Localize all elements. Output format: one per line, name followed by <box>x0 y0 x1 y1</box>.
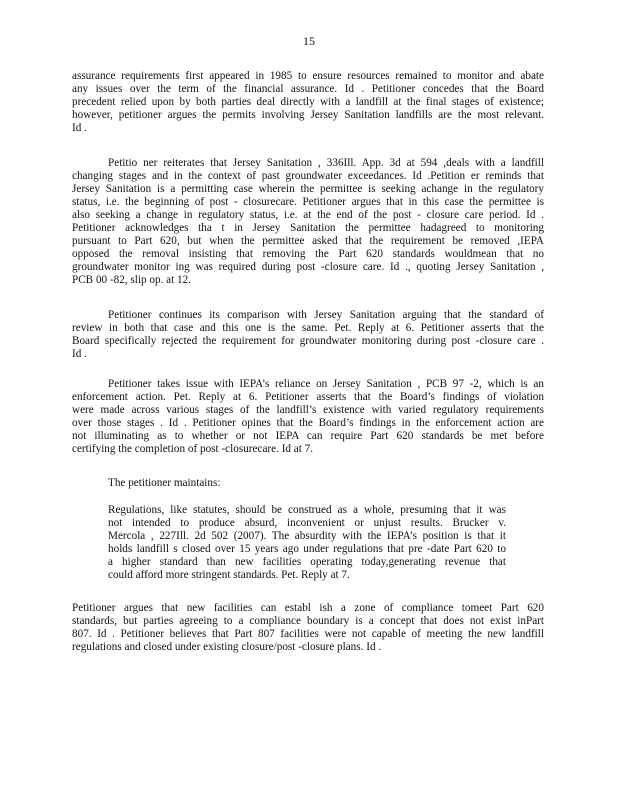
text-line: also seeking a change in regulatory status, i.e. at the end of the post - closure care period. Id . <box>72 209 544 221</box>
text-line: assurance requirements first appeared in 1985 to ensure resources remained to monitor and abate <box>72 70 544 82</box>
text-line: standards, but parties agreeing to a compliance boundary is a concept that does not exist inPart <box>72 615 544 627</box>
paragraph-5 <box>72 477 544 490</box>
text-line: 807. Id . Petitioner believes that Part 807 facilities were not capable of meeting the new landfill <box>72 628 544 640</box>
text-line: changing stages and in the context of past groundwater exceedances. Id .Petition er reminds that <box>72 170 544 182</box>
text-line: Jersey Sanitation is a permitting case wherein the permittee is seeking achange in the regulatory <box>72 183 544 195</box>
text-line: Petitioner continues its comparison with Jersey Sanitation arguing that the standard of <box>108 309 544 321</box>
paragraph-1 <box>72 70 544 135</box>
quote-line: not intended to produce absurd, inconvenient or unjust results. Brucker v. <box>108 517 506 529</box>
text-line: Petitio ner reiterates that Jersey Sanitation , 336Ill. App. 3d at 594 ,deals with a landfill <box>108 157 544 169</box>
text-line: were made across various stages of the landfill’s existence with varied regulatory requirements <box>72 404 544 416</box>
text-line: regulations and closed under existing closure/post -closure plans. Id . <box>72 641 382 653</box>
quote-line: could afford more stringent standards. Pet. Reply at 7. <box>108 569 350 581</box>
text-line: Board specifically rejected the requirement for groundwater monitoring during post -closure care . <box>72 335 544 347</box>
paragraph-6 <box>72 602 544 654</box>
text-line: enforcement action. Pet. Reply at 6. Petitioner asserts that the Board’s findings of violation <box>72 391 544 403</box>
text-line: Petitioner takes issue with IEPA’s reliance on Jersey Sanitation , PCB 97 -2, which is an <box>108 378 544 390</box>
text-line: opposed the removal insisting that removing the Part 620 standards wouldmean that no <box>72 248 544 260</box>
text-line: not illuminating as to whether or not IEPA can require Part 620 standards be met before <box>72 430 544 442</box>
text-line: The petitioner maintains: <box>108 477 221 489</box>
text-line: any issues over the term of the financial assurance. Id . Petitioner concedes that the Board <box>72 83 544 95</box>
text-line: Id . <box>72 122 87 134</box>
text-line: groundwater monitor ing was required during post -closure care. Id ., quoting Jersey Sanitation , <box>72 261 544 273</box>
text-line: status, i.e. the beginning of post - closurecare. Petitioner argues that in this case the permittee is <box>72 196 544 208</box>
text-line: Petitioner argues that new facilities can establ ish a zone of compliance tomeet Part 620 <box>72 602 544 614</box>
quote-line: Regulations, like statutes, should be construed as a whole, presuming that it was <box>108 504 506 516</box>
quote-line: a higher standard than new facilities operating today,generating revenue that <box>108 556 506 568</box>
paragraph-4 <box>72 378 544 456</box>
text-line: Id . <box>72 348 87 360</box>
block-quote <box>108 504 506 582</box>
page-number: 15 <box>303 34 315 48</box>
text-line: precedent relied upon by both parties deal directly with a landfill at the final stages of existence; <box>72 96 544 108</box>
quote-line: holds landfill s closed over 15 years ago under regulations that pre -date Part 620 to <box>108 543 506 555</box>
text-line: Petitioner acknowledges tha t in Jersey Sanitation the permittee hadagreed to monitoring <box>72 222 544 234</box>
text-line: however, petitioner argues the permits involving Jersey Sanitation landfills are the most relevant. <box>72 109 544 121</box>
text-line: over those stages . Id . Petitioner opines that the Board’s findings in the enforcement action are <box>72 417 544 429</box>
text-line: PCB 00 -82, slip op. at 12. <box>72 274 192 286</box>
text-line: pursuant to Part 620, but when the permittee asked that the requirement be removed ,IEPA <box>72 235 544 247</box>
text-line: review in both that case and this one is the same. Pet. Reply at 6. Petitioner asserts that the <box>72 322 544 334</box>
paragraph-3 <box>72 309 544 361</box>
paragraph-2 <box>72 157 544 287</box>
text-line: certifying the completion of post -closurecare. Id at 7. <box>72 443 314 455</box>
quote-line: Mercola , 227Ill. 2d 502 (2007). The absurdity with the IEPA’s position is that it <box>108 530 506 542</box>
